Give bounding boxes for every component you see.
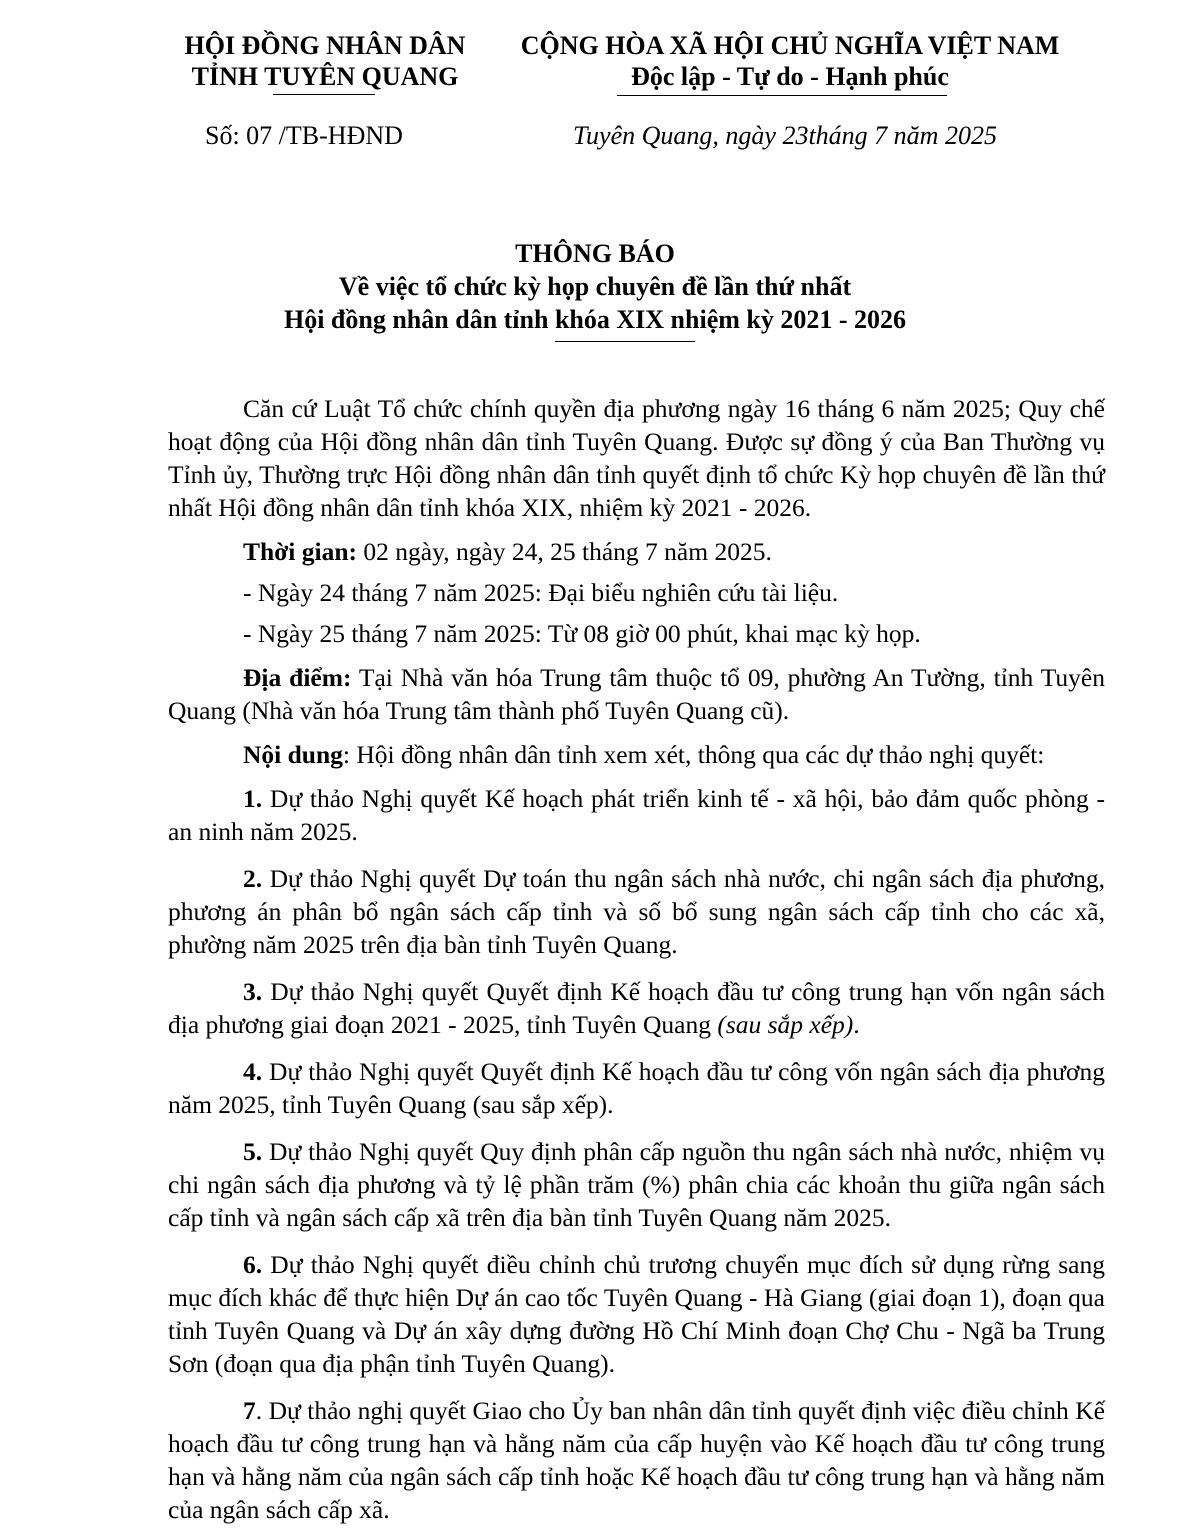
item-number: 1. [243, 784, 263, 813]
document-title [90, 237, 1100, 336]
item-number: 3. [243, 977, 263, 1006]
national-motto [505, 30, 1075, 92]
agency-underline [273, 94, 375, 95]
time-paragraph [168, 535, 1105, 568]
item-number: 2. [243, 864, 263, 893]
document-body [168, 392, 1105, 1540]
item-number: 6. [243, 1250, 263, 1279]
item-number: 5. [243, 1137, 263, 1166]
title-line-2: Về việc tổ chức kỳ họp chuyên đề lần thứ nhất [338, 272, 852, 301]
item-number: 7 [243, 1396, 256, 1425]
item-text: Dự thảo Nghị quyết Quy định phân cấp nguồn thu ngân sách nhà nước, nhiệm vụ chi ngân sách địa phương và tỷ lệ phần trăm (%) phân chia các khoản thu giữa ngân sách cấp tỉnh và ngân sách cấp xã trên địa bàn tỉnh Tuyên Quang năm 2025. [168, 1137, 1105, 1232]
list-item [168, 862, 1105, 961]
place-paragraph [168, 661, 1105, 727]
content-value: : Hội đồng nhân dân tỉnh xem xét, thông qua các dự thảo nghị quyết: [342, 740, 1045, 769]
item-text: Dự thảo Nghị quyết Quyết định Kế hoạch đầu tư công vốn ngân sách địa phương năm 2025, tỉnh Tuyên Quang (sau sắp xếp). [168, 1057, 1105, 1119]
issuing-agency [160, 30, 490, 92]
schedule-day-2: - Ngày 25 tháng 7 năm 2025: Từ 08 giờ 00 phút, khai mạc kỳ họp. [243, 619, 921, 648]
list-item [168, 1055, 1105, 1121]
agency-line-1: HỘI ĐỒNG NHÂN DÂN [184, 31, 466, 60]
schedule-day-1: - Ngày 24 tháng 7 năm 2025: Đại biểu nghiên cứu tài liệu. [243, 578, 839, 607]
title-line-1: THÔNG BÁO [515, 239, 675, 268]
list-item [168, 782, 1105, 848]
motto-line-1: CỘNG HÒA XÃ HỘI CHỦ NGHĨA VIỆT NAM [520, 31, 1060, 60]
list-item [168, 1394, 1105, 1526]
time-value: 02 ngày, ngày 24, 25 tháng 7 năm 2025. [357, 537, 772, 566]
list-item [168, 1135, 1105, 1234]
item-text: Dự thảo Nghị quyết Quyết định Kế hoạch đầu tư công trung hạn vốn ngân sách địa phương giai đoạn 2021 - 2025, tỉnh Tuyên Quang [168, 977, 1105, 1039]
document-number: Số: 07 /TB-HĐND [205, 121, 403, 150]
content-label: Nội dung [243, 740, 343, 769]
time-label: Thời gian: [243, 537, 358, 566]
item-text-italic: (sau sắp xếp) [717, 1010, 854, 1039]
place-and-date: Tuyên Quang, ngày 23tháng 7 năm 2025 [573, 121, 997, 150]
item-number: 4. [243, 1057, 263, 1086]
list-item [168, 1248, 1105, 1380]
intro-paragraph: Căn cứ Luật Tổ chức chính quyền địa phương ngày 16 tháng 6 năm 2025; Quy chế hoạt động của Hội đồng nhân dân tỉnh Tuyên Quang. Được sự đồng ý của Ban Thường vụ Tỉnh ủy, Thường trực Hội đồng nhân dân tỉnh quyết định tổ chức Kỳ họp chuyên đề lần thứ nhất Hội đồng nhân dân tỉnh khóa XIX, nhiệm kỳ 2021 - 2026. [168, 394, 1105, 522]
item-text: Dự thảo Nghị quyết Dự toán thu ngân sách nhà nước, chi ngân sách địa phương, phương án phân bổ ngân sách cấp tỉnh và số bổ sung ngân sách cấp tỉnh cho các xã, phường năm 2025 trên địa bàn tỉnh Tuyên Quang. [168, 864, 1105, 959]
item-text: Dự thảo Nghị quyết điều chỉnh chủ trương chuyển mục đích sử dụng rừng sang mục đích khác để thực hiện Dự án cao tốc Tuyên Quang - Hà Giang (giai đoạn 1), đoạn qua tỉnh Tuyên Quang và Dự án xây dựng đường Hồ Chí Minh đoạn Chợ Chu - Ngã ba Trung Sơn (đoạn qua địa phận tỉnh Tuyên Quang). [168, 1250, 1105, 1378]
title-underline [555, 341, 695, 342]
content-paragraph [168, 738, 1105, 771]
agency-line-2: TỈNH TUYÊN QUANG [191, 62, 459, 91]
title-line-3: Hội đồng nhân dân tỉnh khóa XIX nhiệm kỳ 2021 - 2026 [283, 305, 907, 334]
motto-underline [617, 95, 947, 96]
place-label: Địa điểm: [243, 663, 352, 692]
item-text: Dự thảo Nghị quyết Kế hoạch phát triển kinh tế - xã hội, bảo đảm quốc phòng - an ninh năm 2025. [168, 784, 1105, 846]
item-text-tail: . [853, 1010, 860, 1039]
list-item [168, 975, 1105, 1041]
item-text: . Dự thảo nghị quyết Giao cho Ủy ban nhân dân tỉnh quyết định việc điều chỉnh Kế hoạch đầu tư công trung hạn và hằng năm của cấp huyện vào Kế hoạch đầu tư công trung hạn và hằng năm của ngân sách cấp tỉnh hoặc Kế hoạch đầu tư công trung hạn và hằng năm của ngân sách cấp xã. [168, 1396, 1105, 1524]
place-value: Tại Nhà văn hóa Trung tâm thuộc tổ 09, phường An Tường, tỉnh Tuyên Quang (Nhà văn hóa Trung tâm thành phố Tuyên Quang cũ). [168, 663, 1105, 725]
motto-line-2: Độc lập - Tự do - Hạnh phúc [631, 62, 949, 91]
